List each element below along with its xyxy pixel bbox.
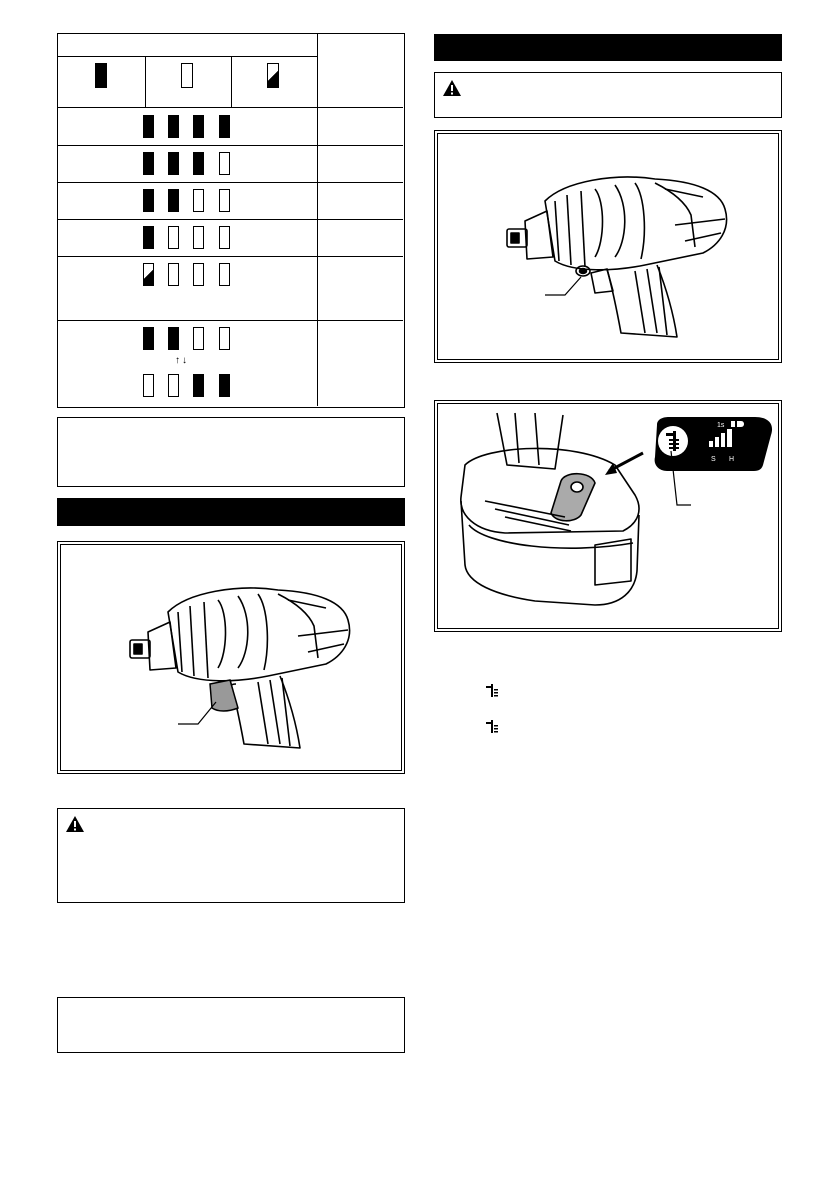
indicator-lamp (143, 263, 154, 286)
indicator-lamp (143, 327, 154, 350)
battery-panel-illustration (445, 405, 775, 629)
section-heading-bar-right (434, 34, 782, 61)
legend-off-icon (181, 63, 193, 88)
legend-blinking-icon (267, 63, 279, 88)
indicator-lamp (168, 327, 179, 350)
timer-label: 1s (717, 422, 725, 429)
indicator-lamp (219, 226, 230, 249)
note-box-bottom (57, 997, 405, 1053)
warning-triangle-icon (65, 815, 85, 833)
warning-box-left (57, 808, 405, 903)
indicator-lamp (193, 263, 204, 286)
indicator-lamp (193, 226, 204, 249)
indicator-table (57, 33, 405, 408)
indicator-lamp (219, 115, 230, 138)
drill-mode-icon (486, 684, 498, 698)
indicator-lamp (143, 189, 154, 212)
speed-label-h: H (729, 456, 735, 463)
indicator-lamp (168, 115, 179, 138)
indicator-lamp (219, 152, 230, 175)
figure-lamp (434, 130, 782, 363)
figure-control-panel (434, 400, 782, 632)
impact-wrench-lamp-illustration (495, 161, 745, 361)
indicator-lamp (143, 374, 154, 397)
indicator-lamp (168, 374, 179, 397)
indicator-lamp (193, 152, 204, 175)
warning-triangle-icon (442, 79, 462, 97)
indicator-lamp (168, 263, 179, 286)
indicator-lamp (219, 327, 230, 350)
indicator-lamp (193, 189, 204, 212)
indicator-lamp (219, 263, 230, 286)
indicator-lamp (168, 189, 179, 212)
indicator-lamp (168, 226, 179, 249)
indicator-lamp (193, 115, 204, 138)
warning-box-right (434, 72, 782, 118)
alternate-arrows: ↑↓ (175, 355, 189, 366)
indicator-lamp (168, 152, 179, 175)
impact-wrench-illustration (118, 572, 368, 772)
figure-trigger (57, 541, 405, 774)
indicator-lamp (143, 115, 154, 138)
speed-label-s: S (711, 456, 716, 463)
indicator-lamp (193, 374, 204, 397)
indicator-lamp (219, 189, 230, 212)
indicator-lamp (143, 152, 154, 175)
indicator-lamp (193, 327, 204, 350)
indicator-lamp (219, 374, 230, 397)
note-box (57, 417, 405, 487)
section-heading-bar (57, 498, 405, 526)
drill-mode-icon (486, 720, 498, 734)
legend-lit-icon (95, 63, 107, 88)
indicator-lamp (143, 226, 154, 249)
